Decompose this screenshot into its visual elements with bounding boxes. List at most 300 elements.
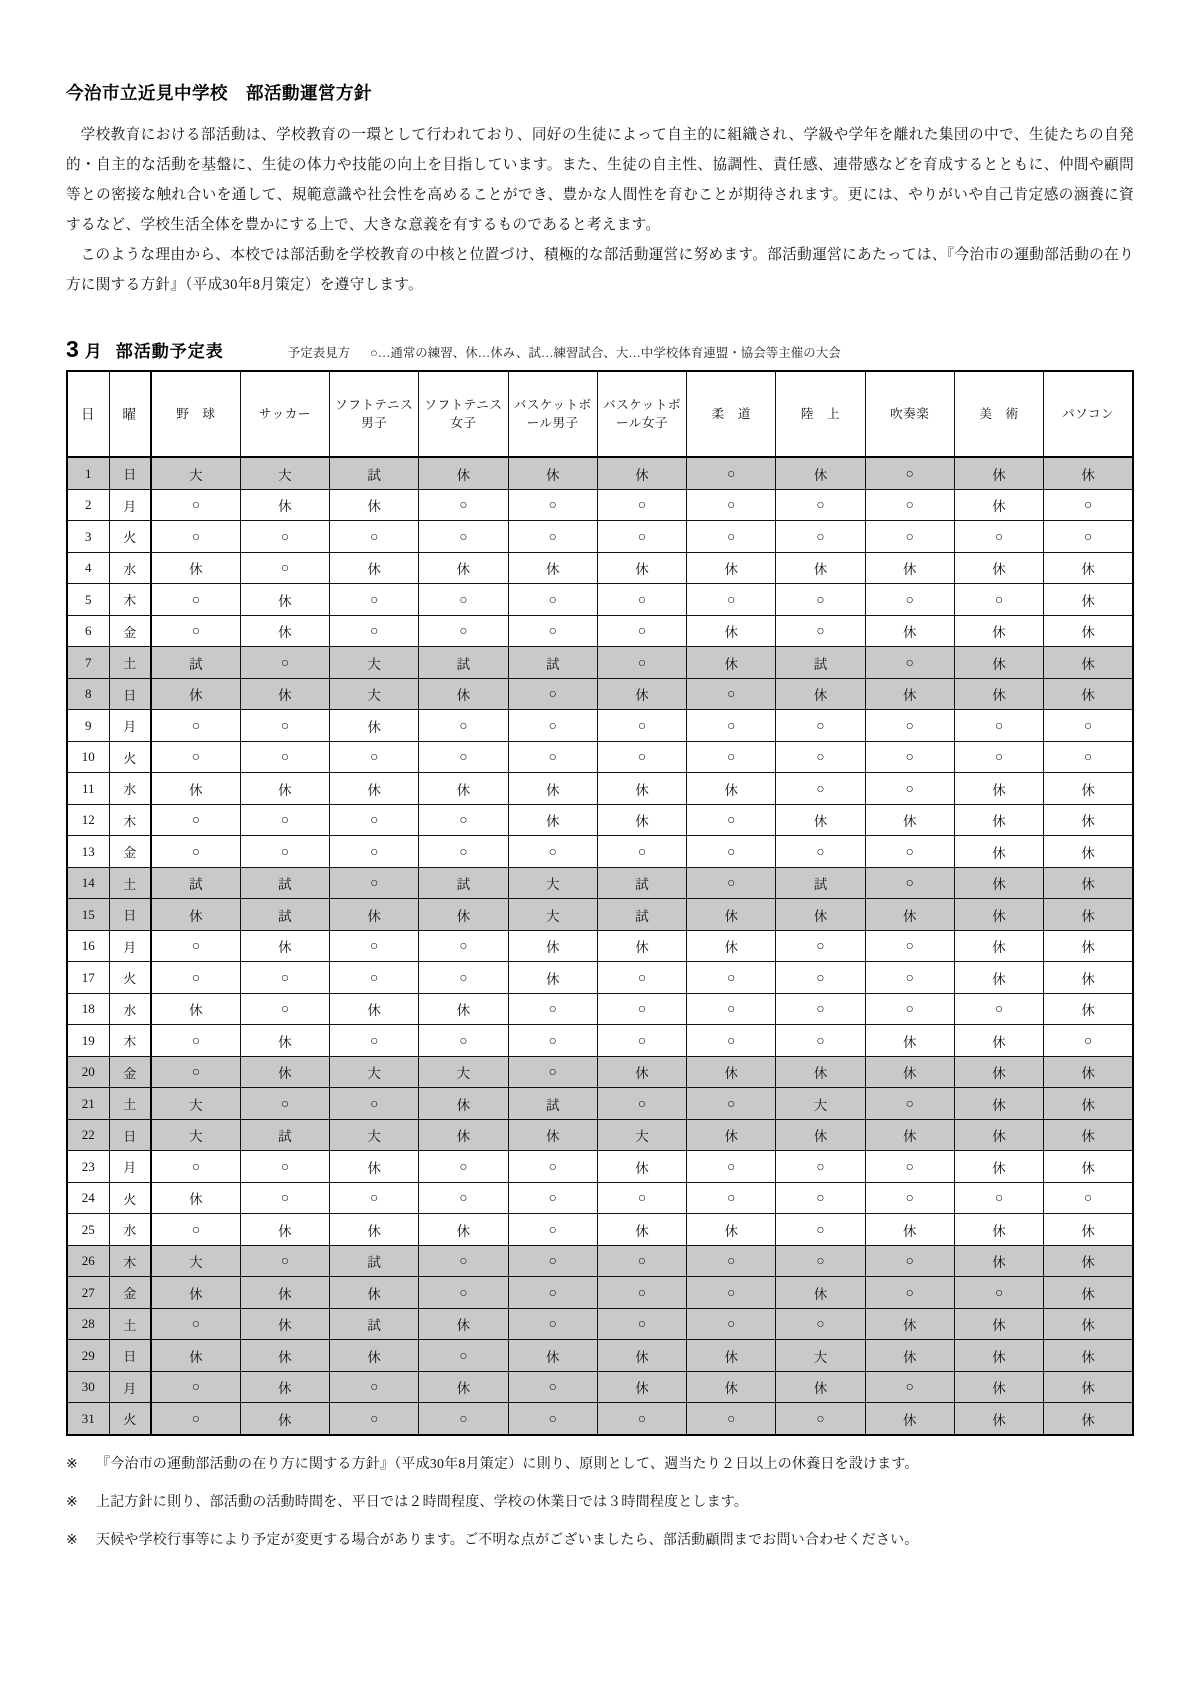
table-row [67,1182,1133,1214]
cell-activity: 休 [776,457,865,489]
cell-activity: ○ [330,521,419,553]
cell-day: 6 [67,615,109,647]
cell-activity: 休 [954,1340,1043,1372]
cell-activity: 休 [597,678,686,710]
cell-activity: 休 [954,647,1043,679]
cell-activity: 休 [240,584,329,616]
column-header-dow: 曜 [109,371,151,457]
table-row [67,584,1133,616]
cell-activity: 休 [865,1308,954,1340]
cell-day: 14 [67,867,109,899]
cell-activity: ○ [508,1151,597,1183]
cell-activity: 休 [330,489,419,521]
cell-activity: 休 [687,552,776,584]
cell-activity: ○ [240,1182,329,1214]
column-header-softtennis-male: ソフトテニス男子 [330,371,419,457]
cell-activity: 休 [954,930,1043,962]
cell-dow: 金 [109,615,151,647]
cell-activity: ○ [151,741,240,773]
table-row [67,1277,1133,1309]
cell-activity: ○ [508,741,597,773]
cell-activity: 休 [508,962,597,994]
cell-activity: ○ [240,1088,329,1120]
cell-activity: 休 [865,804,954,836]
note-item [66,1452,1134,1478]
cell-activity: 休 [419,993,508,1025]
cell-activity: ○ [597,962,686,994]
cell-activity: ○ [151,1151,240,1183]
cell-day: 9 [67,710,109,742]
cell-activity: 休 [1044,584,1133,616]
cell-activity: 大 [330,1119,419,1151]
cell-activity: 休 [330,773,419,805]
cell-activity: 休 [240,930,329,962]
cell-activity: 休 [508,773,597,805]
cell-activity: ○ [508,1403,597,1435]
cell-activity: 休 [508,930,597,962]
cell-activity: 休 [865,899,954,931]
cell-dow: 水 [109,993,151,1025]
cell-activity: 大 [330,678,419,710]
table-row [67,899,1133,931]
cell-activity: ○ [508,1056,597,1088]
cell-activity: 休 [330,1340,419,1372]
cell-activity: ○ [151,584,240,616]
cell-dow: 金 [109,1056,151,1088]
cell-activity: ○ [865,773,954,805]
cell-activity: ○ [419,741,508,773]
cell-day: 27 [67,1277,109,1309]
cell-activity: ○ [776,584,865,616]
cell-activity: 休 [597,773,686,805]
table-row [67,1403,1133,1435]
cell-activity: 休 [687,1214,776,1246]
cell-activity: ○ [419,710,508,742]
cell-activity: ○ [508,710,597,742]
cell-activity: 休 [151,899,240,931]
cell-activity: ○ [508,1245,597,1277]
cell-activity: 休 [954,1151,1043,1183]
cell-activity: 休 [1044,773,1133,805]
cell-activity: ○ [687,457,776,489]
cell-activity: ○ [508,1308,597,1340]
table-row [67,993,1133,1025]
column-header-pc: パソコン [1044,371,1133,457]
table-row [67,1025,1133,1057]
cell-activity: 休 [687,1371,776,1403]
cell-activity: 試 [419,867,508,899]
cell-activity: 休 [597,552,686,584]
table-row [67,741,1133,773]
cell-day: 23 [67,1151,109,1183]
cell-activity: ○ [865,1182,954,1214]
cell-activity: 休 [776,1056,865,1088]
cell-activity: ○ [865,521,954,553]
cell-activity: ○ [954,521,1043,553]
cell-activity: ○ [508,521,597,553]
cell-activity: ○ [597,489,686,521]
cell-activity: ○ [687,1182,776,1214]
cell-activity: 休 [954,773,1043,805]
table-row [67,710,1133,742]
cell-activity: ○ [419,521,508,553]
cell-day: 5 [67,584,109,616]
cell-dow: 火 [109,1182,151,1214]
cell-activity: 休 [1044,1277,1133,1309]
cell-dow: 日 [109,457,151,489]
cell-dow: 土 [109,647,151,679]
cell-activity: ○ [597,741,686,773]
cell-activity: 休 [954,457,1043,489]
table-row [67,773,1133,805]
cell-dow: 金 [109,1277,151,1309]
cell-dow: 金 [109,836,151,868]
cell-activity: ○ [508,584,597,616]
cell-activity: ○ [776,521,865,553]
cell-activity: 大 [151,1119,240,1151]
cell-activity: ○ [330,930,419,962]
cell-activity: 休 [240,1025,329,1057]
cell-activity: 試 [330,1308,419,1340]
schedule-header-row [67,371,1133,457]
cell-activity: 休 [954,962,1043,994]
cell-activity: ○ [865,836,954,868]
cell-activity: 休 [776,678,865,710]
cell-activity: ○ [151,1214,240,1246]
cell-day: 17 [67,962,109,994]
cell-activity: 休 [151,678,240,710]
column-header-soccer: サッカー [240,371,329,457]
cell-day: 30 [67,1371,109,1403]
cell-activity: 試 [508,1088,597,1120]
cell-activity: 休 [776,804,865,836]
cell-activity: ○ [597,1308,686,1340]
column-header-art: 美 術 [954,371,1043,457]
note-mark-icon: ※ [66,1494,78,1510]
column-header-judo: 柔 道 [687,371,776,457]
cell-day: 19 [67,1025,109,1057]
policy-paragraph-2: このような理由から、本校では部活動を学校教育の中核と位置づけ、積極的な部活動運営に努めます。部活動運営にあたっては、『今治市の運動部活動の在り方に関する方針』（平成30年8月策定）を遵守します。 [66,246,1134,293]
cell-activity: ○ [776,1403,865,1435]
cell-dow: 火 [109,1403,151,1435]
cell-activity: 休 [151,773,240,805]
cell-activity: ○ [687,1403,776,1435]
cell-dow: 木 [109,1245,151,1277]
cell-activity: ○ [240,804,329,836]
cell-day: 31 [67,1403,109,1435]
cell-activity: 休 [954,836,1043,868]
schedule-header [66,336,1134,363]
cell-activity: ○ [330,804,419,836]
cell-activity: ○ [1044,1025,1133,1057]
cell-activity: ○ [865,457,954,489]
cell-activity: 休 [597,1371,686,1403]
cell-activity: 休 [151,1182,240,1214]
cell-activity: ○ [776,615,865,647]
cell-activity: ○ [330,741,419,773]
cell-activity: 休 [597,1214,686,1246]
cell-activity: 休 [151,1340,240,1372]
cell-dow: 火 [109,521,151,553]
table-row [67,804,1133,836]
cell-activity: ○ [776,1151,865,1183]
cell-activity: 休 [687,1340,776,1372]
cell-activity: 休 [508,1340,597,1372]
cell-dow: 日 [109,1340,151,1372]
table-row [67,930,1133,962]
cell-activity: 休 [419,773,508,805]
cell-day: 12 [67,804,109,836]
cell-activity: 休 [954,1119,1043,1151]
cell-day: 4 [67,552,109,584]
cell-activity: ○ [240,1245,329,1277]
cell-activity: ○ [687,710,776,742]
cell-activity: ○ [865,1088,954,1120]
table-row [67,1088,1133,1120]
cell-activity: ○ [151,836,240,868]
cell-activity: ○ [151,710,240,742]
cell-activity: 休 [419,1308,508,1340]
cell-activity: ○ [687,489,776,521]
cell-activity: ○ [776,1214,865,1246]
cell-activity: 休 [1044,1308,1133,1340]
cell-activity: 大 [240,457,329,489]
cell-activity: ○ [1044,710,1133,742]
cell-activity: 休 [508,1119,597,1151]
cell-activity: ○ [419,1277,508,1309]
note-mark-icon: ※ [66,1532,78,1548]
cell-activity: 大 [330,647,419,679]
cell-activity: 休 [240,773,329,805]
cell-activity: ○ [776,773,865,805]
cell-activity: 休 [954,804,1043,836]
cell-dow: 土 [109,867,151,899]
table-row [67,678,1133,710]
cell-activity: ○ [330,1088,419,1120]
cell-day: 16 [67,930,109,962]
cell-activity: 休 [954,867,1043,899]
cell-dow: 水 [109,1214,151,1246]
cell-dow: 月 [109,710,151,742]
cell-activity: 休 [330,899,419,931]
cell-activity: ○ [597,521,686,553]
table-row [67,1056,1133,1088]
table-row [67,457,1133,489]
cell-activity: 休 [597,1340,686,1372]
cell-activity: 休 [1044,1340,1133,1372]
cell-activity: 休 [865,1403,954,1435]
cell-activity: 試 [776,647,865,679]
table-row [67,1371,1133,1403]
cell-activity: 休 [419,1371,508,1403]
cell-activity: 休 [687,1056,776,1088]
cell-day: 7 [67,647,109,679]
cell-activity: 休 [1044,962,1133,994]
cell-activity: ○ [865,1371,954,1403]
cell-activity: ○ [330,615,419,647]
cell-activity: ○ [240,962,329,994]
cell-activity: ○ [597,647,686,679]
cell-activity: 休 [419,899,508,931]
cell-dow: 木 [109,584,151,616]
policy-paragraph-1: 学校教育における部活動は、学校教育の一環として行われており、同好の生徒によって自主的に組織され、学級や学年を離れた集団の中で、生徒たちの自発的・自主的な活動を基盤に、生徒の体力や技能の向上を目指しています。また、生徒の自主性、協調性、責任感、連帯感などを育成するとともに、仲間や顧問等との密接な触れ合いを通して、規範意識や社会性を高めることができ、豊かな人間性を育むことが期待されます。更には、やりがいや自己肯定感の涵養に資するなど、学校生活全体を豊かにする上で、大きな意義を有するものであると考えます。 [66,127,1134,233]
cell-activity: ○ [330,962,419,994]
cell-activity: 休 [865,1056,954,1088]
cell-activity: 休 [330,1151,419,1183]
cell-dow: 水 [109,552,151,584]
cell-activity: 休 [865,552,954,584]
cell-activity: 大 [151,1088,240,1120]
cell-activity: ○ [151,1056,240,1088]
table-row [67,521,1133,553]
cell-activity: 休 [687,615,776,647]
cell-activity: ○ [240,647,329,679]
cell-activity: ○ [419,804,508,836]
cell-activity: ○ [776,962,865,994]
cell-day: 18 [67,993,109,1025]
cell-activity: 休 [954,1025,1043,1057]
note-text-1: 『今治市の運動部活動の在り方に関する方針』（平成30年8月策定）に則り、原則として、週当たり２日以上の休養日を設けます。 [96,1456,919,1472]
cell-activity: ○ [776,993,865,1025]
cell-activity: ○ [687,741,776,773]
cell-activity: 休 [597,1151,686,1183]
cell-day: 8 [67,678,109,710]
cell-dow: 火 [109,962,151,994]
cell-activity: 休 [330,1277,419,1309]
cell-activity: 休 [419,552,508,584]
cell-activity: ○ [597,1277,686,1309]
cell-activity: ○ [687,1245,776,1277]
cell-activity: ○ [865,741,954,773]
cell-activity: 休 [954,552,1043,584]
cell-activity: 休 [419,1214,508,1246]
cell-activity: 休 [1044,1214,1133,1246]
cell-dow: 水 [109,773,151,805]
cell-activity: 休 [330,710,419,742]
cell-activity: 休 [954,615,1043,647]
cell-activity: ○ [151,930,240,962]
cell-activity: ○ [776,1308,865,1340]
cell-activity: 休 [954,899,1043,931]
cell-activity: ○ [240,836,329,868]
cell-activity: 大 [419,1056,508,1088]
cell-activity: ○ [687,1151,776,1183]
table-row [67,489,1133,521]
cell-activity: 休 [240,1371,329,1403]
cell-activity: ○ [1044,489,1133,521]
cell-activity: 休 [240,1308,329,1340]
cell-activity: 休 [240,1056,329,1088]
cell-activity: ○ [508,678,597,710]
schedule-title [66,336,224,363]
table-row [67,1308,1133,1340]
cell-activity: 休 [865,1025,954,1057]
cell-activity: ○ [419,615,508,647]
cell-activity: ○ [151,962,240,994]
cell-activity: ○ [151,1308,240,1340]
cell-activity: 休 [1044,552,1133,584]
note-mark-icon: ※ [66,1456,78,1472]
cell-activity: 休 [776,1277,865,1309]
cell-activity: ○ [687,521,776,553]
cell-activity: 休 [954,1214,1043,1246]
cell-day: 15 [67,899,109,931]
cell-activity: ○ [687,804,776,836]
table-row [67,1119,1133,1151]
legend-text: ○…通常の練習、休…休み、試…練習試合、大…中学校体育連盟・協会等主催の大会 [370,346,841,361]
cell-activity: ○ [330,1025,419,1057]
cell-activity: ○ [597,1403,686,1435]
table-row [67,647,1133,679]
cell-activity: 休 [1044,836,1133,868]
cell-activity: 休 [687,899,776,931]
cell-activity: 休 [1044,457,1133,489]
cell-activity: ○ [151,615,240,647]
cell-activity: 休 [954,1371,1043,1403]
cell-activity: 休 [419,457,508,489]
cell-activity: ○ [1044,1182,1133,1214]
cell-activity: ○ [865,1277,954,1309]
cell-activity: ○ [776,836,865,868]
cell-activity: 休 [151,552,240,584]
cell-activity: ○ [419,489,508,521]
cell-activity: ○ [954,1277,1043,1309]
schedule-table [66,370,1134,1436]
cell-activity: ○ [597,710,686,742]
column-header-day: 日 [67,371,109,457]
cell-activity: ○ [865,962,954,994]
cell-activity: 休 [954,489,1043,521]
cell-activity: ○ [1044,741,1133,773]
cell-activity: 休 [240,489,329,521]
cell-activity: 休 [865,1119,954,1151]
cell-activity: 休 [776,1371,865,1403]
cell-activity: ○ [330,1403,419,1435]
cell-activity: ○ [151,1371,240,1403]
cell-activity: 休 [954,1088,1043,1120]
cell-activity: ○ [597,1182,686,1214]
cell-dow: 土 [109,1088,151,1120]
cell-activity: 試 [151,867,240,899]
cell-activity: 休 [1044,1151,1133,1183]
cell-activity: 休 [1044,993,1133,1025]
cell-activity: 休 [330,1214,419,1246]
cell-day: 3 [67,521,109,553]
cell-activity: ○ [687,993,776,1025]
cell-activity: 休 [687,1119,776,1151]
cell-activity: 休 [865,1340,954,1372]
cell-activity: 休 [240,1277,329,1309]
cell-dow: 月 [109,930,151,962]
cell-activity: ○ [419,1403,508,1435]
cell-dow: 日 [109,678,151,710]
cell-activity: ○ [597,584,686,616]
cell-activity: 休 [419,1088,508,1120]
cell-activity: ○ [954,584,1043,616]
cell-activity: ○ [687,867,776,899]
cell-activity: 休 [954,1245,1043,1277]
cell-activity: ○ [240,993,329,1025]
column-header-track: 陸 上 [776,371,865,457]
cell-dow: 日 [109,899,151,931]
cell-activity: 休 [330,552,419,584]
cell-day: 11 [67,773,109,805]
cell-activity: 休 [240,1403,329,1435]
table-row [67,1151,1133,1183]
table-row [67,552,1133,584]
cell-activity: ○ [954,741,1043,773]
cell-activity: 休 [687,647,776,679]
